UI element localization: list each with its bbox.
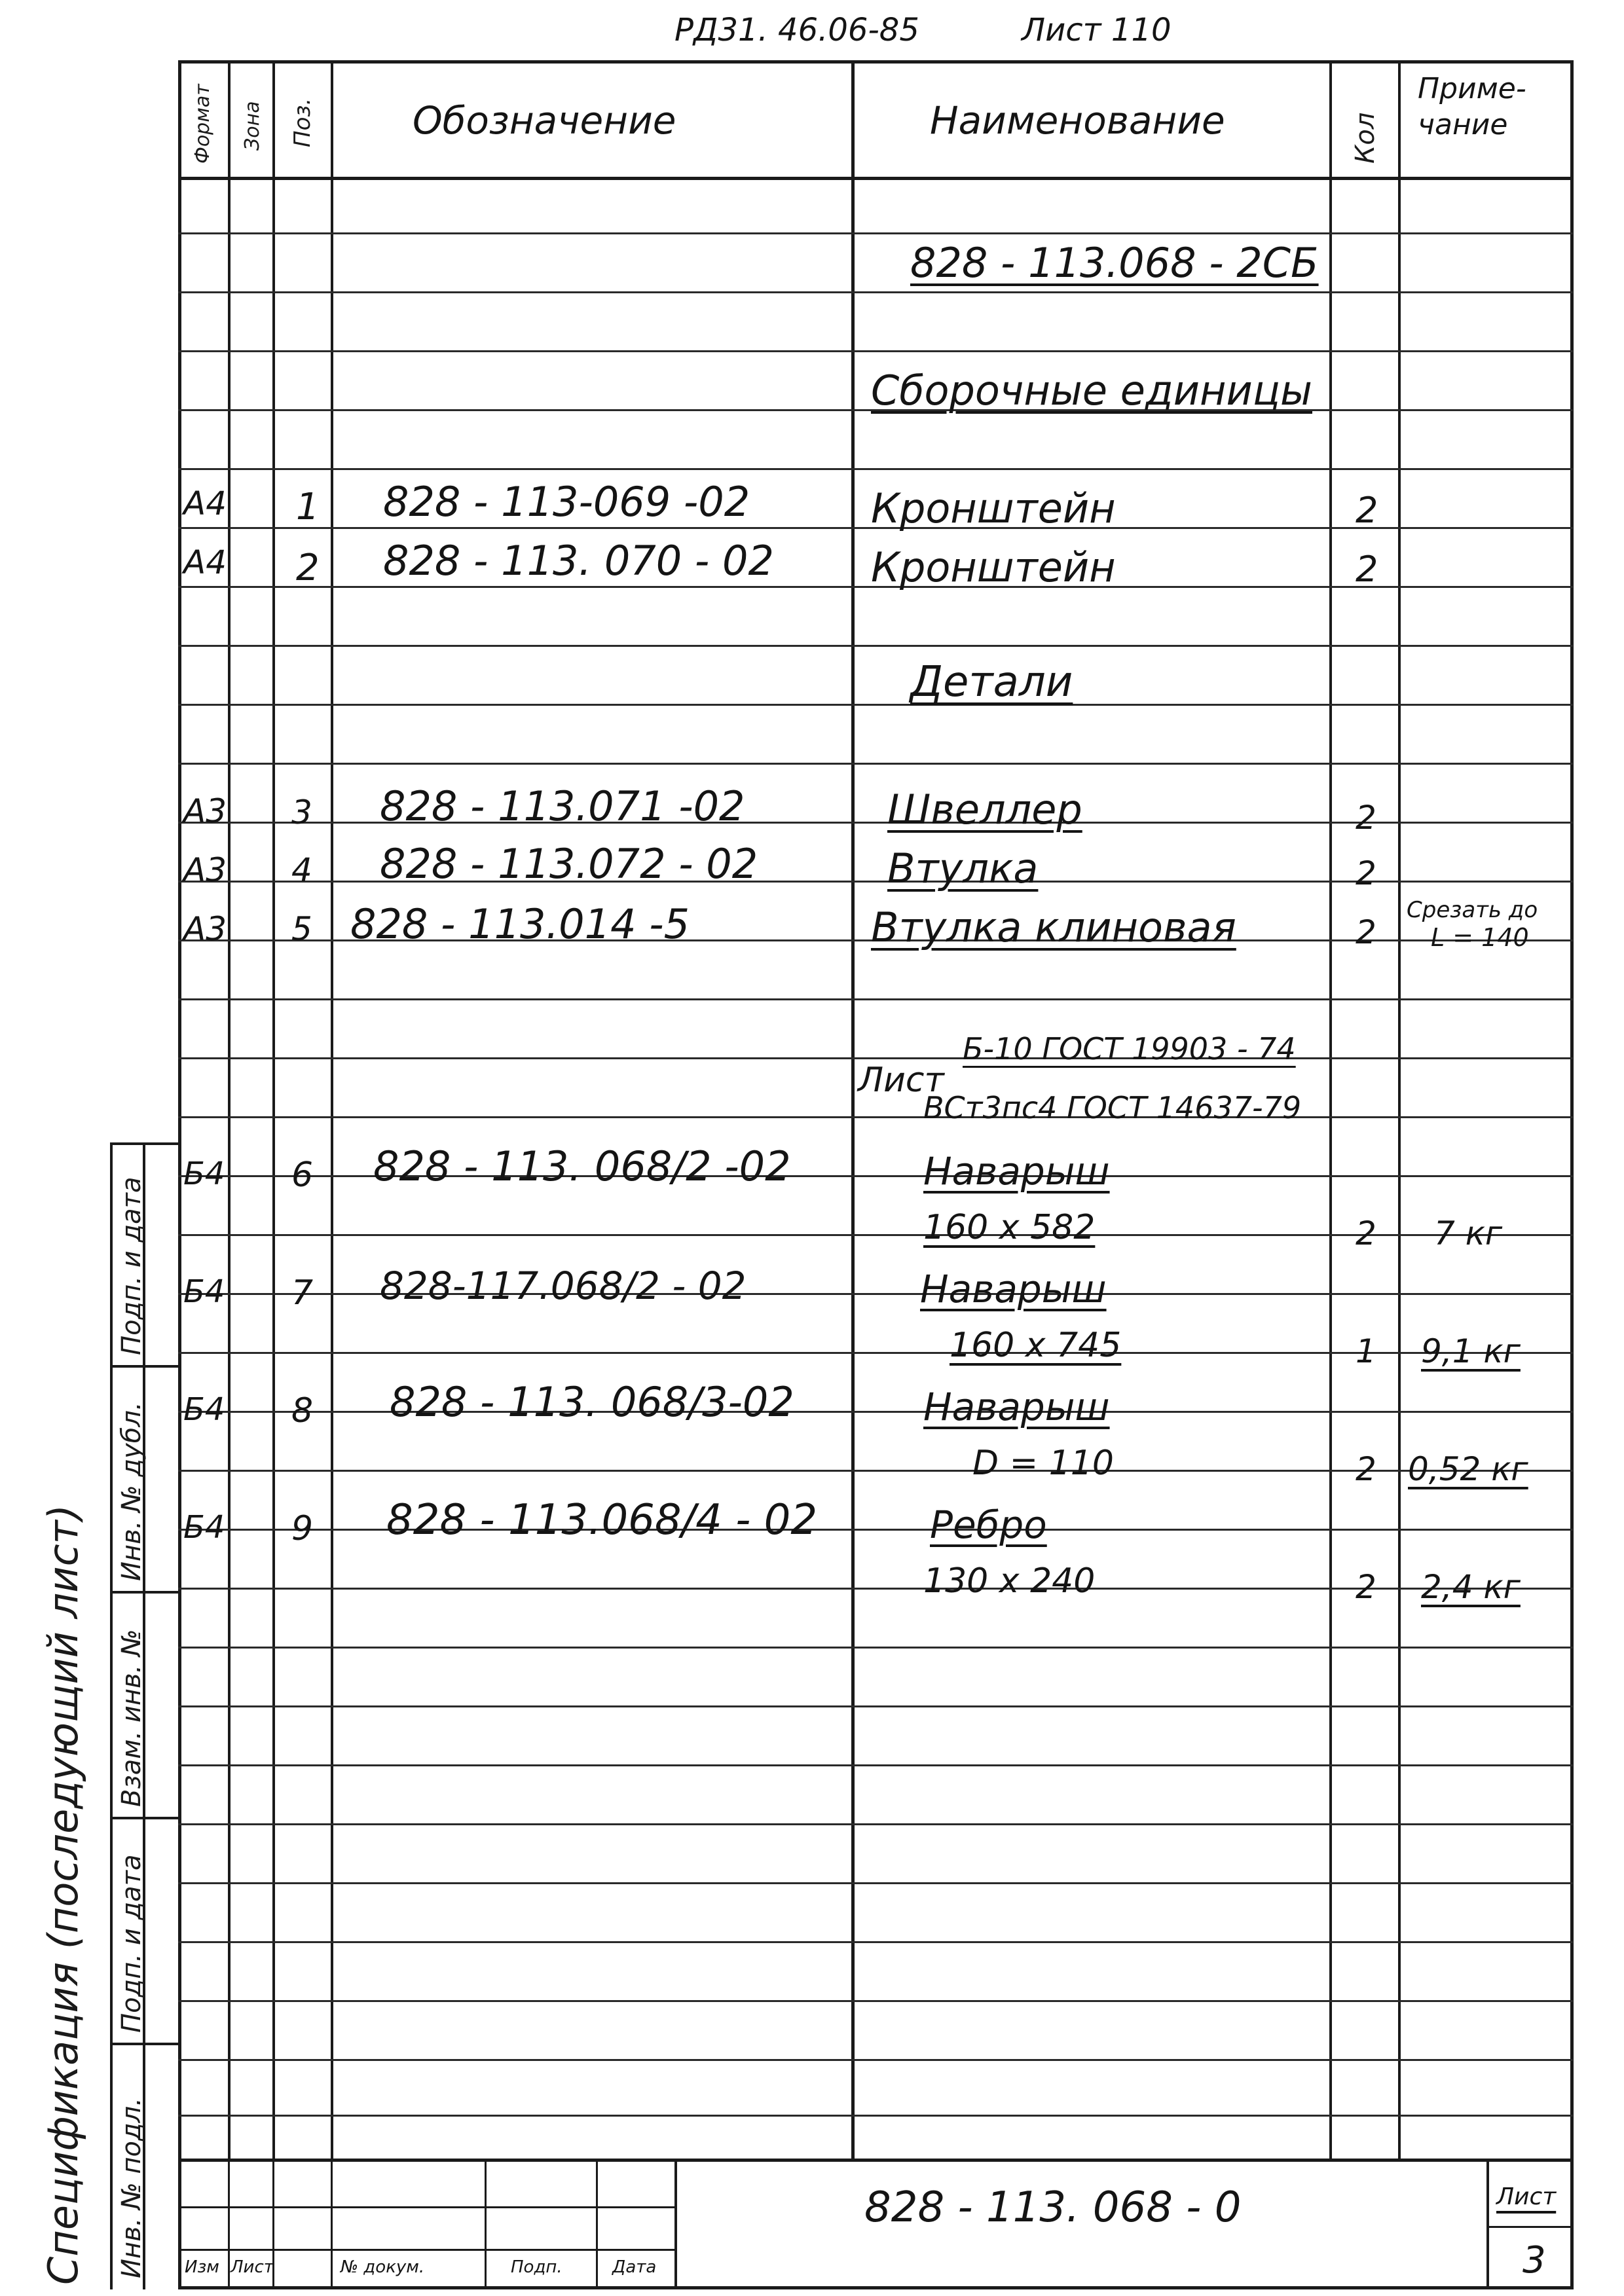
title-col-change: Изм [185, 2257, 219, 2277]
row-4-name: Втулка [887, 845, 1039, 892]
row-6-name: Наварыш [923, 1149, 1110, 1194]
row-2-designation: 828 - 113. 070 - 02 [383, 537, 774, 585]
row-line [178, 1647, 1573, 1649]
row-line [178, 2059, 1573, 2061]
title-block-mid [178, 2206, 676, 2208]
row-line [178, 1764, 1573, 1766]
material-prefix: Лист [858, 1061, 944, 1100]
header-pos: Поз. [289, 98, 316, 147]
col-line-pos [331, 60, 333, 2159]
row-9-qty: 2 [1356, 1568, 1376, 1606]
row-6-format: Б4 [183, 1156, 225, 1192]
side-caption: Спецификация (последующий лист) [39, 1504, 87, 2285]
row-7-pos: 7 [291, 1273, 314, 1313]
row-7-qty: 1 [1356, 1332, 1376, 1370]
title-col-sheet: Лист [231, 2257, 274, 2277]
side-strip-div [110, 2043, 181, 2045]
row-line [178, 291, 1573, 293]
row-line [178, 2000, 1573, 2002]
title-col-date: Дата [612, 2257, 657, 2277]
row-3-format: А3 [183, 792, 227, 830]
row-6-size: 160 х 582 [923, 1208, 1096, 1247]
row-2-format: А4 [183, 543, 227, 581]
row-line [178, 2115, 1573, 2117]
row-9-designation: 828 - 113.068/4 - 02 [386, 1496, 818, 1544]
title-block-sheet-div [1486, 2226, 1573, 2228]
row-line [178, 468, 1573, 470]
row-4-pos: 4 [291, 851, 312, 889]
row-1-pos: 1 [296, 486, 320, 528]
frame-top [178, 60, 1573, 64]
section-parts: Детали [910, 658, 1073, 706]
title-sheet-number: 3 [1522, 2239, 1546, 2282]
row-6-note: 7 кг [1434, 1214, 1503, 1252]
title-block-vline [485, 2159, 487, 2289]
row-6-qty: 2 [1356, 1214, 1376, 1252]
row-8-name: Наварыш [923, 1385, 1110, 1429]
title-block-top [178, 2159, 1573, 2162]
col-line-format [228, 60, 231, 2159]
row-line [178, 763, 1573, 765]
side-strip-top [110, 1142, 181, 1145]
row-line [178, 704, 1573, 706]
row-8-format: Б4 [183, 1391, 225, 1428]
title-block-vline [228, 2159, 230, 2289]
header-note-line2: чание [1418, 108, 1508, 141]
row-line [178, 645, 1573, 647]
header-format: Формат [191, 84, 214, 164]
row-4-designation: 828 - 113.072 - 02 [380, 840, 758, 888]
col-line-qty [1398, 60, 1401, 2159]
title-col-docnum: № докум. [341, 2257, 425, 2277]
frame-bottom [178, 2286, 1573, 2289]
side-label-1: Подп. и дата [117, 1176, 147, 1355]
row-2-pos: 2 [296, 547, 320, 589]
row-3-name: Швеллер [887, 786, 1082, 833]
row-6-designation: 828 - 113. 068/2 -02 [373, 1142, 791, 1190]
row-1-name: Кронштейн [871, 484, 1116, 532]
row-2-qty: 2 [1356, 549, 1378, 590]
header-separator [178, 177, 1573, 180]
row-1-qty: 2 [1356, 490, 1378, 531]
row-8-qty: 2 [1356, 1450, 1376, 1488]
col-line-designation [851, 60, 855, 2159]
row-line [178, 1411, 1573, 1413]
row-1-designation: 828 - 113-069 -02 [383, 478, 750, 526]
header-zone: Зона [241, 101, 264, 151]
document-code: РД31. 46.06-85 [674, 12, 919, 48]
header-name: Наименование [930, 98, 1225, 143]
title-block-low [178, 2249, 676, 2251]
material-line2: ВСт3пс4 ГОСТ 14637-79 [923, 1090, 1302, 1125]
row-line [178, 1057, 1573, 1059]
row-9-note: 2,4 кг [1421, 1568, 1521, 1606]
side-label-4: Подп. и дата [117, 1854, 147, 2033]
row-8-size: D = 110 [972, 1444, 1114, 1483]
row-6-pos: 6 [291, 1156, 314, 1195]
section-assemblies: Сборочные единицы [871, 367, 1313, 414]
row-line [178, 1941, 1573, 1943]
title-block-vline [331, 2159, 333, 2289]
row-line [178, 1882, 1573, 1884]
title-block-vline [674, 2159, 677, 2289]
row-3-pos: 3 [291, 793, 312, 831]
row-7-size: 160 х 745 [950, 1326, 1122, 1365]
row-line [178, 1823, 1573, 1825]
spec-title: 828 - 113.068 - 2СБ [910, 239, 1319, 287]
row-line [178, 1705, 1573, 1707]
row-8-note: 0,52 кг [1408, 1450, 1528, 1488]
header-designation: Обозначение [413, 98, 676, 143]
row-4-qty: 2 [1356, 854, 1376, 892]
row-5-pos: 5 [291, 910, 312, 948]
side-label-5: Инв. № подл. [117, 2098, 147, 2278]
side-label-3: Взам. инв. № [117, 1629, 147, 1807]
row-8-pos: 8 [291, 1391, 314, 1430]
row-7-designation: 828-117.068/2 - 02 [380, 1264, 747, 1308]
row-9-format: Б4 [183, 1509, 225, 1546]
title-block-vline [596, 2159, 598, 2289]
side-strip-div [110, 1817, 181, 1819]
row-5-name: Втулка клиновая [871, 903, 1236, 951]
row-5-note-line1: Срезать до [1407, 897, 1538, 923]
row-line [178, 232, 1573, 234]
header-note-line1: Приме- [1418, 72, 1526, 105]
col-line-name [1329, 60, 1332, 2159]
title-col-sign: Подп. [511, 2257, 563, 2277]
side-strip-div [110, 1365, 181, 1368]
row-9-size: 130 х 240 [923, 1561, 1096, 1601]
row-3-qty: 2 [1356, 799, 1376, 837]
side-label-2: Инв. № дубл. [117, 1402, 147, 1581]
row-5-designation: 828 - 113.014 -5 [350, 900, 690, 948]
row-8-designation: 828 - 113. 068/3-02 [390, 1378, 794, 1426]
row-1-format: А4 [183, 484, 227, 522]
row-5-qty: 2 [1356, 913, 1376, 951]
row-7-name: Наварыш [920, 1267, 1107, 1311]
row-2-name: Кронштейн [871, 543, 1116, 591]
row-line [178, 1116, 1573, 1118]
row-7-format: Б4 [183, 1273, 225, 1310]
title-sheet-label: Лист [1496, 2183, 1557, 2210]
col-line-zone [272, 60, 275, 2159]
row-5-format: А3 [183, 910, 227, 948]
sheet-label-top: Лист 110 [1022, 12, 1172, 48]
row-line [178, 350, 1573, 352]
row-line [178, 998, 1573, 1000]
side-strip-div [110, 1591, 181, 1594]
title-block-vline [1486, 2159, 1489, 2289]
row-7-note: 9,1 кг [1421, 1332, 1521, 1370]
title-doc-number: 828 - 113. 068 - 0 [864, 2183, 1242, 2232]
row-4-format: А3 [183, 851, 227, 889]
side-strip-outer [110, 1142, 113, 2289]
material-line1: Б-10 ГОСТ 19903 - 74 [963, 1031, 1296, 1066]
row-5-note-line2: L = 140 [1431, 923, 1529, 952]
row-9-pos: 9 [291, 1509, 314, 1548]
row-9-name: Ребро [930, 1503, 1047, 1547]
header-qty: Кол [1350, 112, 1380, 164]
row-3-designation: 828 - 113.071 -02 [380, 782, 745, 830]
